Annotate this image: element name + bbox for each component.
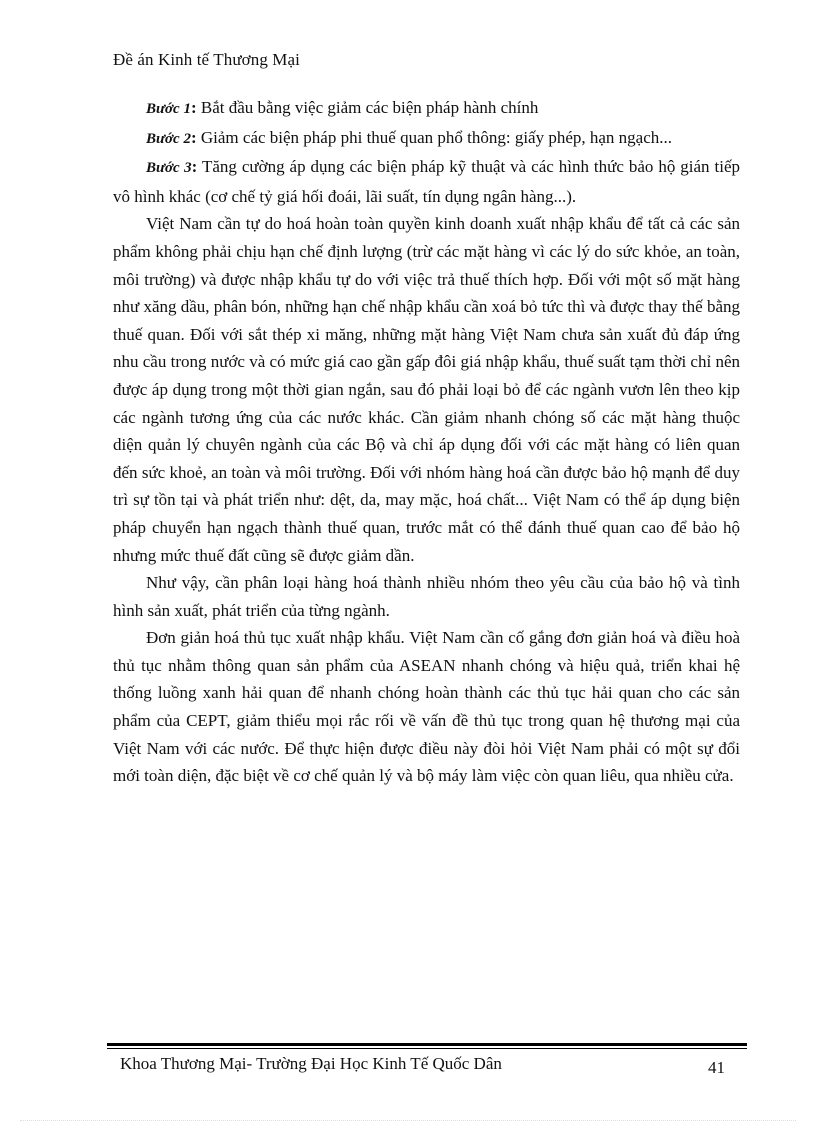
page-number: 41 <box>708 1058 725 1077</box>
footer-institution: Khoa Thương Mại- Trường Đại Học Kinh Tế Quốc Dân <box>120 1054 502 1073</box>
paragraph-trade-liberalization: Việt Nam cần tự do hoá hoàn toàn quyền kinh doanh xuất nhập khẩu để tất cả các sản phẩm không phải chịu hạn chế định lượng (trừ các mặt hàng vì các lý do sức khỏe, an toàn, môi trường) và được nhập khẩu tự do với việc trả thuế thích hợp. Đối với một số mặt hàng như xăng dầu, phân bón, những hạn chế nhập khẩu cần xoá bỏ tức thì và được thay thế bằng thuế quan. Đối với sắt thép xi măng, những mặt hàng Việt Nam chưa sản xuất đủ đáp ứng nhu cầu trong nước và có mức giá cao gần gấp đôi giá nhập khẩu, thuế suất tạm thời chỉ nên được áp dụng trong một thời gian ngắn, sau đó phải loại bỏ để các ngành vươn lên theo kịp các ngành tương ứng của các nước khác. Cần giảm nhanh chóng số các mặt hàng thuộc diện quản lý chuyên ngành của các Bộ và chỉ áp dụng đối với các mặt hàng có liên quan đến sức khoẻ, an toàn và môi trường. Đối với nhóm hàng hoá cần được bảo hộ mạnh để duy trì sự tồn tại và phát triển như: dệt, da, may mặc, hoá chất... Việt Nam có thể áp dụng biện pháp chuyển hạn ngạch thành thuế quan, trước mắt có thể đánh thuế quan cao để bảo hộ nhưng mức thuế đất cũng sẽ được giảm dần. <box>113 214 740 565</box>
page-bottom-edge <box>20 1120 796 1121</box>
step-3: Bước 3: Tăng cường áp dụng các biện pháp kỹ thuật và các hình thức bảo hộ gián tiếp vô hình khác (cơ chế tỷ giá hối đoái, lãi suất, tín dụng ngân hàng...). <box>113 157 740 206</box>
step-2-label: Bước 2 <box>146 130 191 147</box>
step-1: Bước 1: Bắt đầu bằng việc giảm các biện pháp hành chính <box>146 98 539 117</box>
footer-divider-thin <box>107 1048 747 1049</box>
paragraph-classification: Như vậy, cần phân loại hàng hoá thành nhiều nhóm theo yêu cầu của bảo hộ và tình hình sản xuất, phát triển của từng ngành. <box>113 573 740 620</box>
step-1-label: Bước 1 <box>146 101 191 117</box>
step-3-label: Bước 3 <box>146 160 192 177</box>
step-3-text: Tăng cường áp dụng các biện pháp kỹ thuật và các hình thức bảo hộ gián tiếp vô hình khác (cơ chế tỷ giá hối đoái, lãi suất, tín dụng ngân hàng...). <box>113 157 740 206</box>
step-2-text: Giảm các biện pháp phi thuế quan phổ thông: giấy phép, hạn ngạch... <box>196 127 673 147</box>
paragraph-customs-procedures: Đơn giản hoá thủ tục xuất nhập khẩu. Việt Nam cần cố gắng đơn giản hoá và điều hoà thủ tục nhằm thông quan sản phẩm của ASEAN nhanh chóng và hiệu quả, triển khai hệ thống luồng xanh hải quan để nhanh chóng hoàn thành các thủ tục hải quan cho các sản phẩm của CEPT, giảm thiểu mọi rắc rối về vấn đề thủ tục trong quan hệ thương mại của Việt Nam với các nước. Để thực hiện được điều này đòi hỏi Việt Nam phải có một sự đổi mới toàn diện, đặc biệt về cơ chế quản lý và bộ máy làm việc còn quan liêu, qua nhiều cửa. <box>113 628 740 786</box>
document-header: Đề án Kinh tế Thương Mại <box>113 50 300 69</box>
footer-divider-thick <box>107 1043 747 1046</box>
document-body <box>113 94 740 790</box>
step-1-text: Bắt đầu bằng việc giảm các biện pháp hành chính <box>196 98 539 117</box>
step-2: Bước 2: Giảm các biện pháp phi thuế quan phổ thông: giấy phép, hạn ngạch... <box>146 127 673 147</box>
